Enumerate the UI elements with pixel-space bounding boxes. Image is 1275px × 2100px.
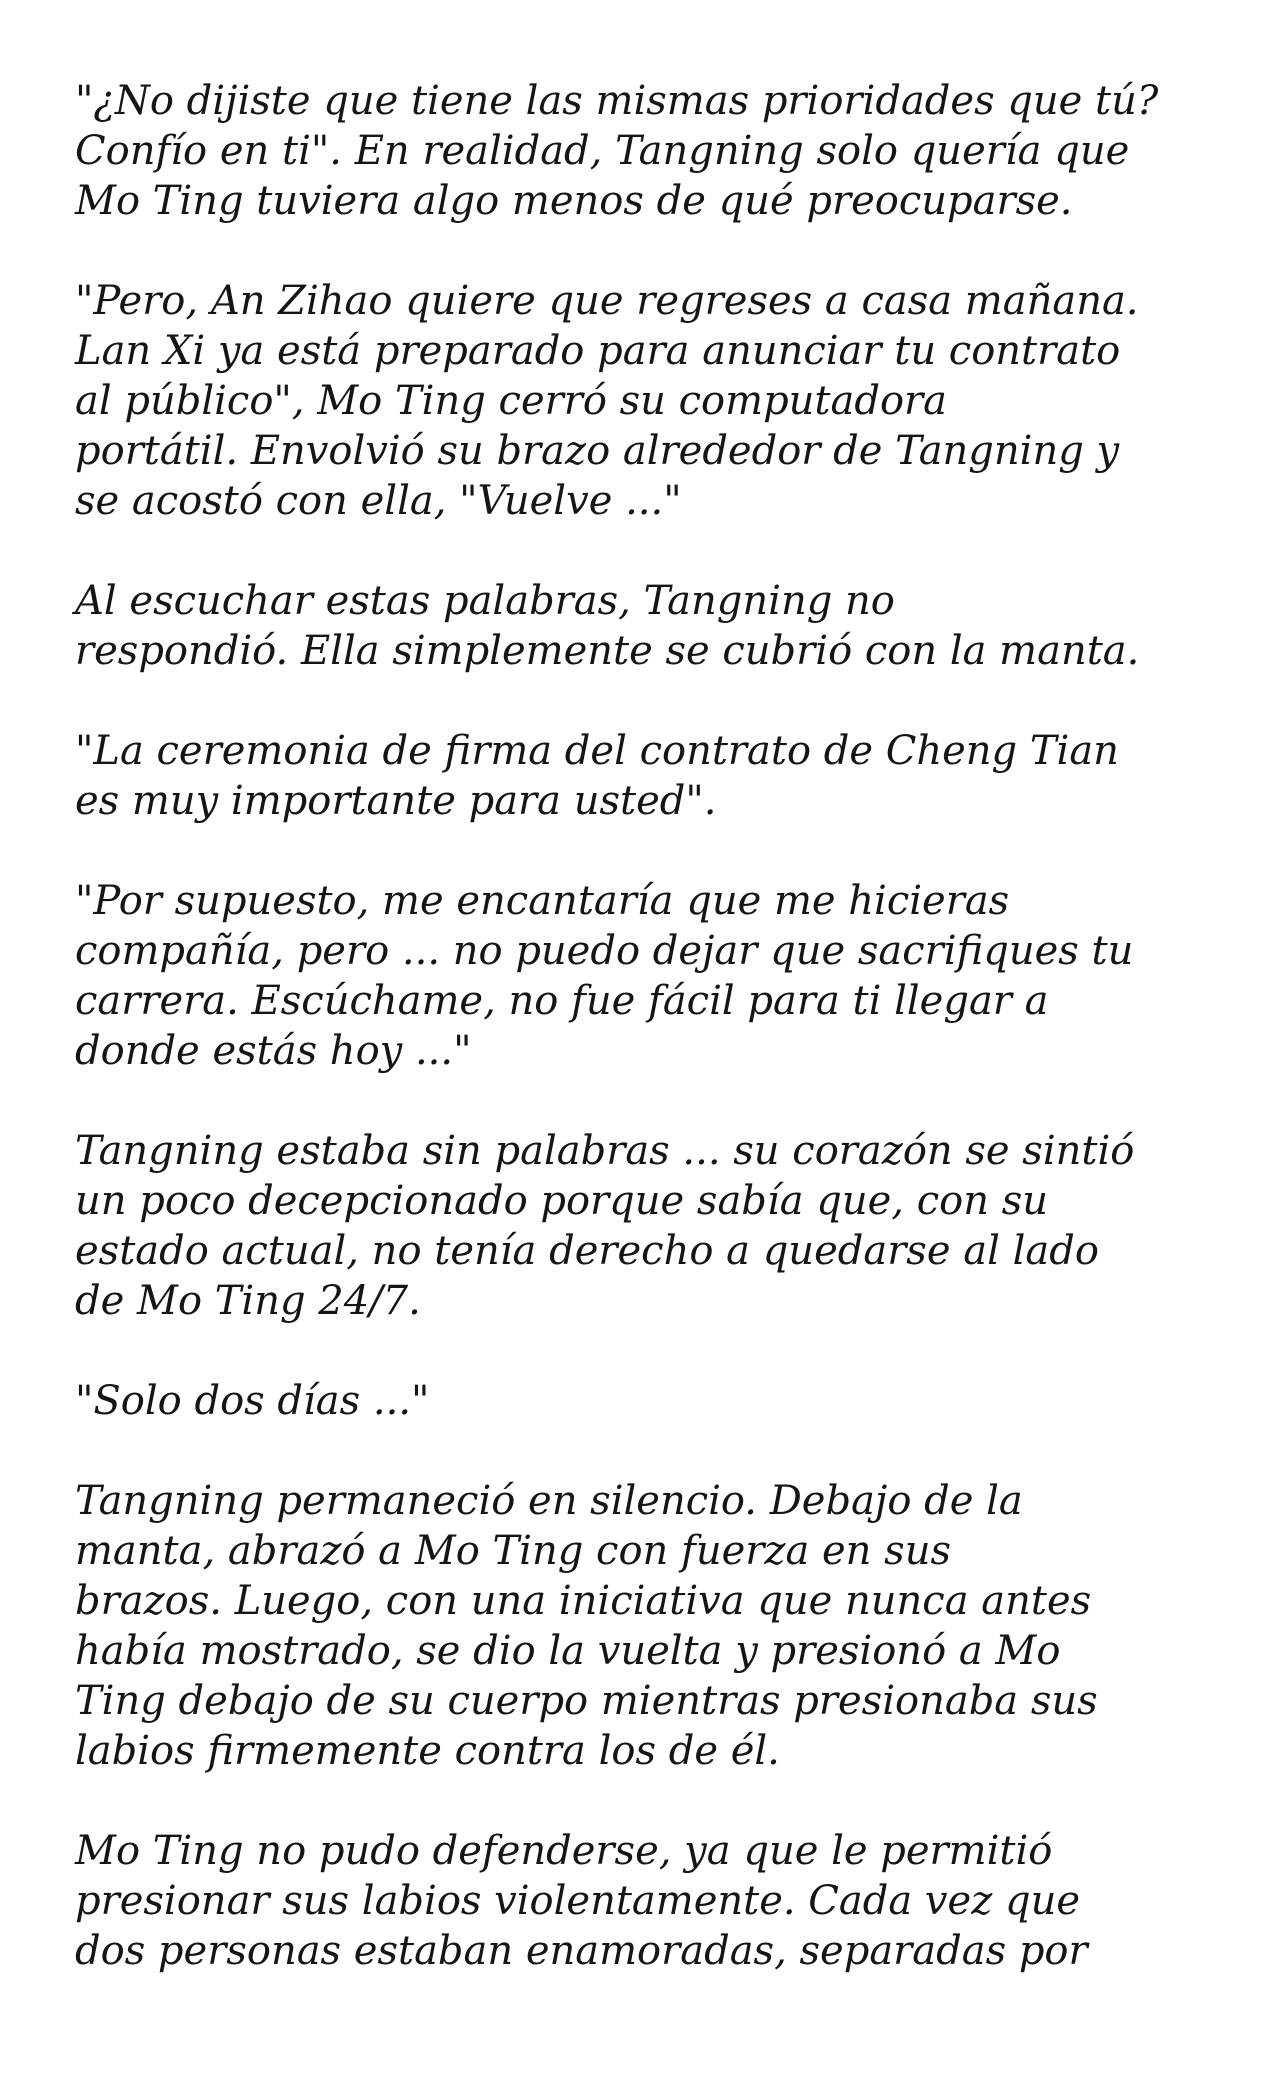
- paragraph: [75, 726, 1225, 826]
- text-line: "La ceremonia de firma del contrato de Cheng Tian: [75, 728, 1119, 774]
- text-line: respondió. Ella simplemente se cubrió con la manta.: [75, 628, 1140, 674]
- text-line: brazos. Luego, con una iniciativa que nunca antes: [75, 1578, 1092, 1624]
- text-line: Confío en ti". En realidad, Tangning solo quería que: [75, 128, 1130, 174]
- text-line: "Por supuesto, me encantaría que me hicieras: [75, 878, 1010, 924]
- text-line: Lan Xi ya está preparado para anunciar tu contrato: [75, 328, 1121, 374]
- text-line: Mo Ting tuviera algo menos de qué preocuparse.: [75, 178, 1073, 224]
- text-line: "Pero, An Zihao quiere que regreses a casa mañana.: [75, 278, 1139, 324]
- text-line: es muy importante para usted".: [75, 778, 717, 824]
- paragraph: [75, 1126, 1225, 1326]
- text-line: un poco decepcionado porque sabía que, con su: [75, 1178, 1048, 1224]
- paragraph: [75, 1476, 1225, 1776]
- text-line: se acostó con ella, "Vuelve ...": [75, 478, 682, 524]
- text-line: Tangning estaba sin palabras ... su corazón se sintió: [75, 1128, 1135, 1174]
- text-line: manta, abrazó a Mo Ting con fuerza en sus: [75, 1528, 951, 1574]
- text-line: labios firmemente contra los de él.: [75, 1728, 780, 1774]
- text-line: Mo Ting no pudo defenderse, ya que le permitió: [75, 1828, 1053, 1874]
- document-body: [75, 76, 1225, 2026]
- text-line: compañía, pero ... no puedo dejar que sacrifiques tu: [75, 928, 1134, 974]
- paragraph: [75, 876, 1225, 1076]
- paragraph: [75, 276, 1225, 526]
- paragraph: [75, 1826, 1225, 1976]
- text-line: "¿No dijiste que tiene las mismas prioridades que tú?: [75, 78, 1159, 124]
- text-line: donde estás hoy ...": [75, 1028, 472, 1074]
- text-line: Tangning permaneció en silencio. Debajo de la: [75, 1478, 1023, 1524]
- text-line: presionar sus labios violentamente. Cada vez que: [75, 1878, 1081, 1924]
- text-line: "Solo dos días ...": [75, 1378, 430, 1424]
- text-line: había mostrado, se dio la vuelta y presionó a Mo: [75, 1628, 1061, 1674]
- text-line: estado actual, no tenía derecho a quedarse al lado: [75, 1228, 1099, 1274]
- paragraph: [75, 1376, 1225, 1426]
- text-line: al público", Mo Ting cerró su computadora: [75, 378, 948, 424]
- text-line: Al escuchar estas palabras, Tangning no: [75, 578, 895, 624]
- text-line: carrera. Escúchame, no fue fácil para ti llegar a: [75, 978, 1049, 1024]
- text-line: portátil. Envolvió su brazo alrededor de Tangning y: [75, 428, 1120, 474]
- paragraph: [75, 76, 1225, 226]
- paragraph: [75, 576, 1225, 676]
- text-line: dos personas estaban enamoradas, separadas por: [75, 1928, 1088, 1974]
- text-line: de Mo Ting 24/7.: [75, 1278, 421, 1324]
- text-line: Ting debajo de su cuerpo mientras presionaba sus: [75, 1678, 1098, 1724]
